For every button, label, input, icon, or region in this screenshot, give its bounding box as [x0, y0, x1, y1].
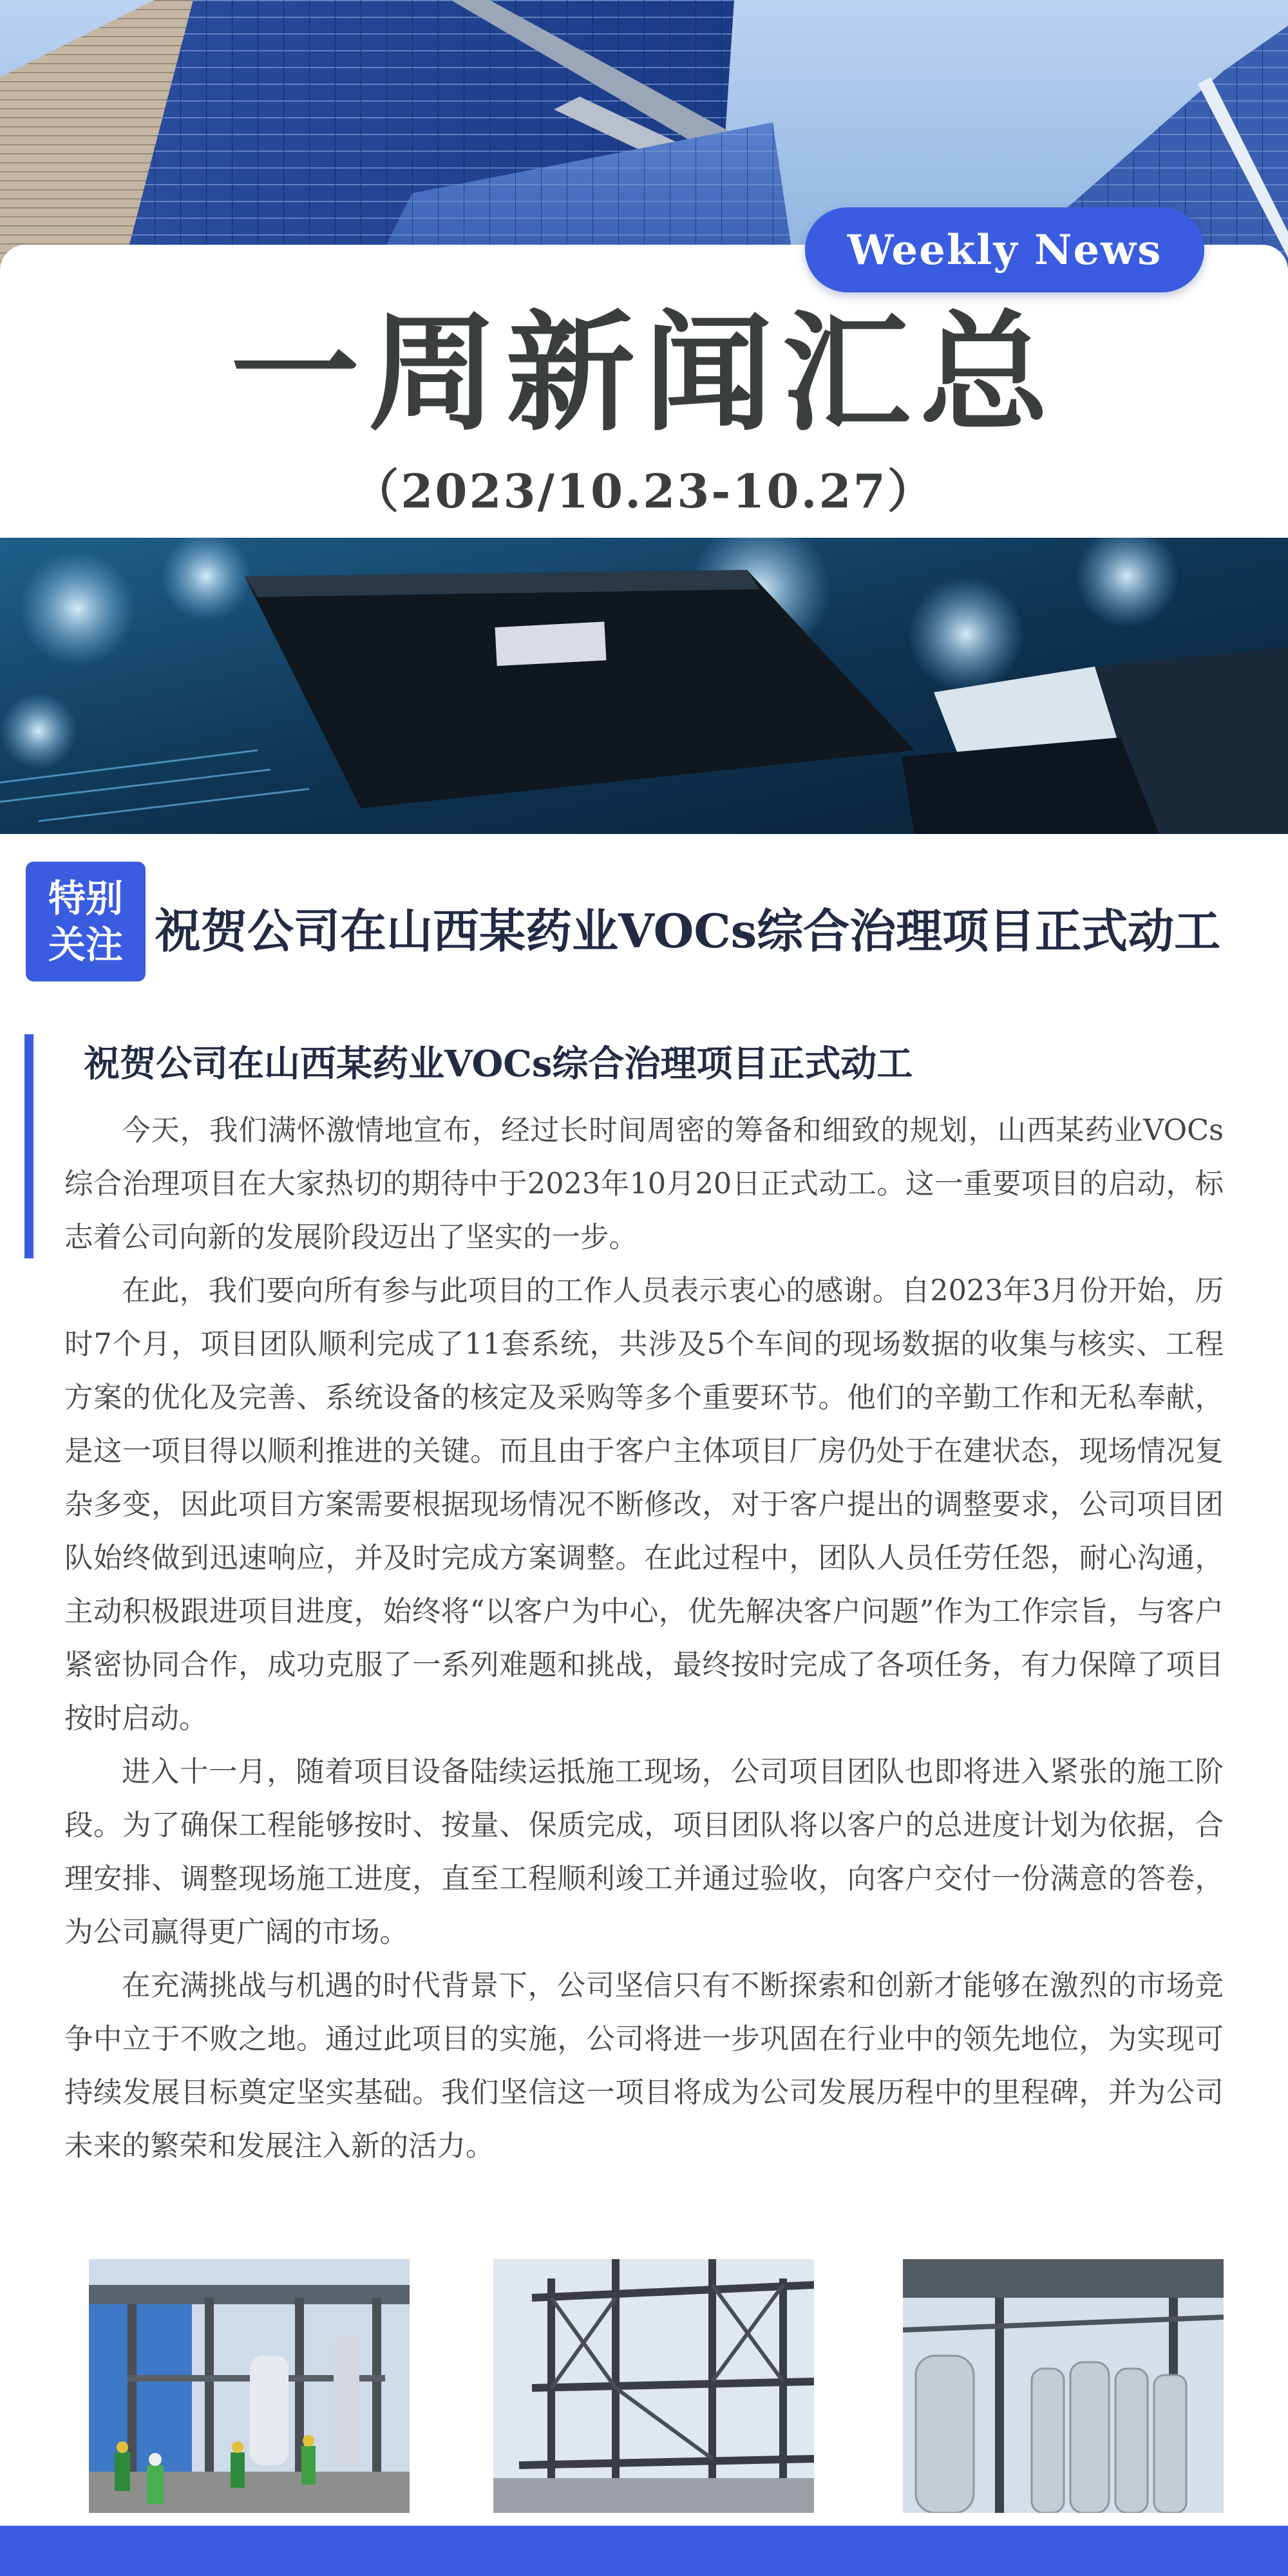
special-focus-line2: 关注: [48, 923, 123, 967]
article-accent-bar: [24, 1034, 33, 1258]
photo-gallery: [0, 2259, 1288, 2517]
circuit-board-photo: [0, 538, 1288, 834]
article-paragraph: 今天，我们满怀激情地宣布，经过长时间周密的筹备和细致的规划，山西某药业VOCs综合治理项目在大家热切的期待中于2023年10月20日正式动工。这一重要项目的启动，标志着公司向新的发展阶段迈出了坚实的一步。: [64, 1114, 1224, 1254]
special-focus-badge: [26, 862, 146, 981]
article-paragraph: 在充满挑战与机遇的时代背景下，公司坚信只有不断探索和创新才能够在激烈的市场竞争中立于不败之地。通过此项目的实施，公司将进一步巩固在行业中的领先地位，为实现可持续发展目标奠定坚实基础。我们坚信这一项目将成为公司发展历程中的里程碑，并为公司未来的繁荣和发展注入新的活力。: [64, 1969, 1224, 2163]
weekly-news-badge: Weekly News: [805, 207, 1204, 292]
steel-tanks-photo: [903, 2259, 1224, 2513]
construction-workers-photo: [89, 2259, 410, 2513]
footer-bar: [0, 2526, 1288, 2576]
article-body: [64, 1104, 1224, 2173]
steel-frame-photo: [493, 2259, 814, 2513]
date-range: （2023/10.23-10.27）: [352, 464, 936, 518]
section-title: 祝贺公司在山西某药业VOCs综合治理项目正式动工: [155, 904, 1221, 958]
article-title: 祝贺公司在山西某药业VOCs综合治理项目正式动工: [84, 1043, 913, 1085]
special-focus-line1: 特别: [48, 876, 123, 920]
article-paragraph: 在此，我们要向所有参与此项目的工作人员表示衷心的感谢。自2023年3月份开始，历时7个月，项目团队顺利完成了11套系统，共涉及5个车间的现场数据的收集与核实、工程方案的优化及完善、系统设备的核定及采购等多个重要环节。他们的辛勤工作和无私奉献，是这一项目得以顺利推进的关键。而且由于客户主体项目厂房仍处于在建状态，现场情况复杂多变，因此项目方案需要根据现场情况不断修改，对于客户提出的调整要求，公司项目团队始终做到迅速响应，并及时完成方案调整。在此过程中，团队人员任劳任怨，耐心沟通，主动积极跟进项目进度，始终将“以客户为中心，优先解决客户问题”作为工作宗旨，与客户紧密协同合作，成功克服了一系列难题和挑战，最终按时完成了各项任务，有力保障了项目按时启动。: [64, 1274, 1224, 1735]
article-paragraph: 进入十一月，随着项目设备陆续运抵施工现场，公司项目团队也即将进入紧张的施工阶段。为了确保工程能够按时、按量、保质完成，项目团队将以客户的总进度计划为依据，合理安排、调整现场施工进度，直至工程顺利竣工并通过验收，向客户交付一份满意的答卷，为公司赢得更广阔的市场。: [64, 1756, 1224, 1949]
page-title: 一周新闻汇总: [230, 298, 1057, 449]
